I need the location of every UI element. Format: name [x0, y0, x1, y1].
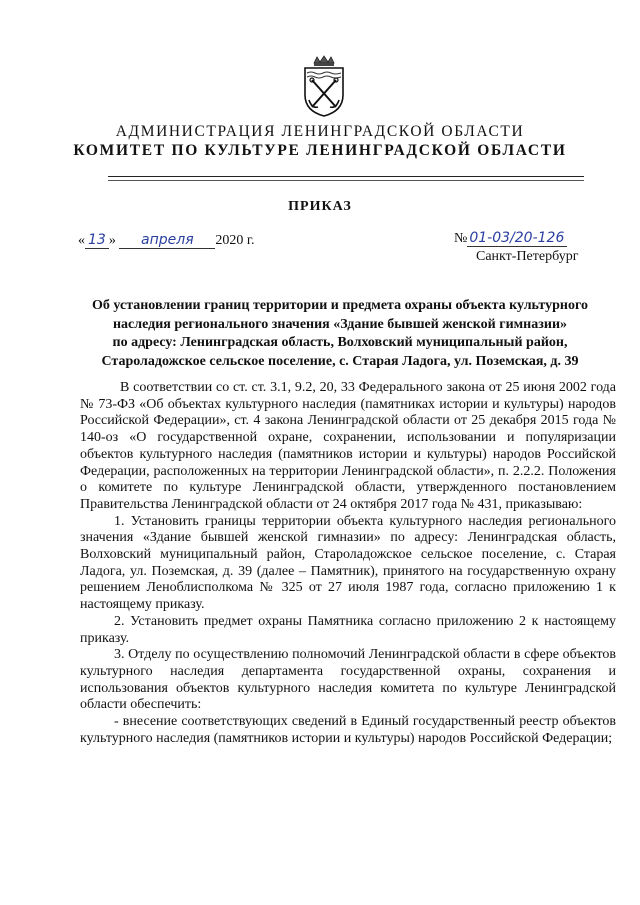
paragraph-preamble: В соответствии со ст. ст. 3.1, 9.2, 20, 33 Федерального закона от 25 июня 2002 года № 73-ФЗ «Об объектах культурного наследия (памятниках истории и культуры) народов Российской Федерации», ст. 4 закона Ленинградской области от 25 декабря 2015 года № 140-оз «О государственной охране, сохранении, использовании и популяризации объектов культурного наследия (памятников истории и культуры) народов Российской Федерации, расположенных на территории Ленинградской области», п. 2.2.2. Положения о комитете по культуре Ленинградской области, утвержденного постановлением Правительства Ленинградской области от 24 октября 2017 года № 431, приказываю:: [80, 380, 616, 512]
coat-of-arms-icon: [302, 55, 346, 117]
committee-name: КОМИТЕТ ПО КУЛЬТУРЕ ЛЕНИНГРАДСКОЙ ОБЛАСТИ: [73, 142, 567, 159]
paragraph-item-2: 2. Установить предмет охраны Памятника согласно приложению 2 к настоящему приказу.: [80, 613, 616, 646]
date-day: 13: [85, 232, 109, 249]
paragraph-item-1: 1. Установить границы территории объекта культурного наследия регионального значения «Здание бывшей женской гимназии» по адресу: Ленинградская область, Волховский муниципальный район, Староладожское сельское поселение, с. Старая Ладога, ул. Поземская, д. 39 (далее – Памятник), принятого на государственную охрану решением Леноблисполкома № 325 от 27 июля 1987 года, согласно приложению 1 к настоящему приказу.: [80, 513, 616, 613]
document-number: № 01-03/20-126: [454, 230, 567, 247]
header-divider-thin: [108, 180, 584, 181]
date-month: апреля: [119, 232, 215, 249]
organization-name: АДМИНИСТРАЦИЯ ЛЕНИНГРАДСКОЙ ОБЛАСТИ: [115, 123, 525, 140]
document-type: ПРИКАЗ: [288, 199, 352, 214]
paragraph-item-3-sub: - внесение соответствующих сведений в Единый государственный реестр объектов культурного наследия (памятников истории и культуры) народов Российской Федерации;: [80, 714, 616, 746]
header-divider: [108, 176, 584, 177]
document-city: Санкт-Петербург: [476, 249, 579, 264]
document-body: [80, 380, 616, 747]
document-number-value: 01-03/20-126: [467, 230, 567, 247]
paragraph-item-3: 3. Отделу по осуществлению полномочий Ленинградской области в сфере объектов культурного наследия департамента государственной охраны, сохранения и использования объектов культурного наследия комитета по культуре Ленинградской области обеспечить:: [80, 647, 616, 713]
date-year: 2020 г.: [215, 233, 255, 248]
document-title: Об установлении границ территории и предмета охраны объекта культурного наследия регионального значения «Здание бывшей женской гимназии» по адресу: Ленинградская область, Волховский муниципальный район, Староладожское сельское поселение, с. Старая Ладога, ул. Поземская, д. 39: [92, 298, 588, 369]
document-date: « 13 » апреля 2020 г.: [78, 232, 255, 248]
